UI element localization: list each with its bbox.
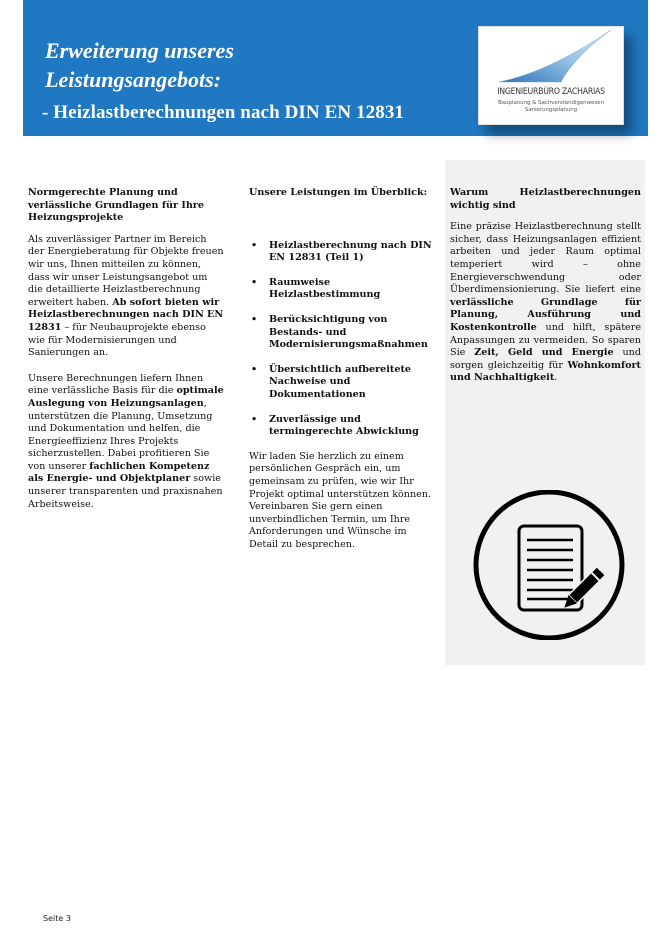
list-item: • Zuverlässige und termingerechte Abwicklung xyxy=(249,414,434,439)
emphasis: Wohnkomfort und Nachhaltigkeit xyxy=(450,359,641,384)
company-logo xyxy=(478,26,624,125)
title-line-2: Leistungsangebots: xyxy=(45,67,222,92)
document-with-pen-icon xyxy=(470,490,630,640)
text: Eine präzise Heizlastberechnung stellt sicher, dass Heizungsanlagen effizient arbeiten und jeder Raum optimal temperiert wird – ohne Energieverschwendung oder Überdimensionierung. Sie liefert eine xyxy=(450,221,641,296)
column-services xyxy=(249,187,434,551)
intro-paragraph-2 xyxy=(28,373,224,512)
text: sowie unserer transparenten und praxisnahen Arbeitsweise. xyxy=(28,473,223,510)
text: , unterstützen die Planung, Umsetzung und Dokumentation und helfen, die Energieeffizienz Ihres Projekts sicherzustellen. Dabei profitieren Sie von unserer xyxy=(28,397,213,472)
page-subtitle: - Heizlastberechnungen nach DIN EN 12831 xyxy=(42,102,405,123)
list-item: • Raumweise Heizlastbestimmung xyxy=(249,277,434,302)
services-list xyxy=(249,240,434,439)
list-item: • Heizlastberechnung nach DIN EN 12831 (Teil 1) xyxy=(249,240,434,265)
logo-company-name: INGENIEURBÜRO ZACHARIAS xyxy=(497,87,605,97)
column-why xyxy=(450,187,641,385)
text: – für Neubauprojekte ebenso wie für Modernisierungen und Sanierungen an. xyxy=(28,321,206,359)
list-item: • Berücksichtigung von Bestands- und Modernisierungsmaßnahmen xyxy=(249,314,434,352)
logo-tagline-2: Sanierungsplanung xyxy=(524,107,578,113)
why-heading-line-1: Warum Heizlastberechnungen xyxy=(450,187,641,198)
services-heading: Unsere Leistungen im Überblick: xyxy=(249,187,428,198)
emphasis: fachlichen Kompetenz als Energie- und Objektplaner xyxy=(28,460,210,485)
emphasis: optimale Auslegung von Heizungsanlagen xyxy=(28,385,224,409)
emphasis: verlässliche Grundlage für Planung, Ausführung und Kostenkontrolle xyxy=(450,296,641,333)
logo-tagline-1: Bauplanung & Sachverständigenwesen xyxy=(498,100,604,106)
intro-heading: Normgerechte Planung und verlässliche Grundlagen für Ihre Heizungsprojekte xyxy=(28,187,204,224)
title-line-1: Erweiterung unseres xyxy=(45,38,234,63)
invitation-paragraph: Wir laden Sie herzlich zu einem persönlichen Gespräch ein, um gemeinsam zu prüfen, wie wir Ihr Projekt optimal unterstützen können. Vereinbaren Sie gern einen unverbindlichen Termin, um Ihre Anforderungen und Wünsche im Detail zu besprechen. xyxy=(249,450,432,550)
emphasis: Zeit, Geld und Energie xyxy=(474,347,614,359)
list-item: • Übersichtlich aufbereitete Nachweise und Dokumentationen xyxy=(249,364,434,402)
column-intro xyxy=(28,187,224,524)
page-number: Seite 3 xyxy=(43,914,71,923)
page-title xyxy=(45,36,234,94)
why-heading xyxy=(450,187,641,212)
text: Unsere Berechnungen liefern Ihnen eine verlässliche Basis für die xyxy=(28,372,204,397)
text: und sorgen gleichzeitig für xyxy=(450,347,641,371)
why-heading-line-2: wichtig sind xyxy=(450,199,516,211)
emphasis: Ab sofort bieten wir Heizlastberechnungen nach DIN EN 12831 xyxy=(28,296,224,333)
intro-paragraph-1 xyxy=(28,234,224,360)
why-paragraph xyxy=(450,221,641,385)
sail-logo-icon xyxy=(479,27,623,87)
text: . xyxy=(554,372,558,384)
text: Als zuverlässiger Partner im Bereich der Energieberatung für Objekte freuen wir uns, Ihnen mitteilen zu können, dass wir unser Leistungsangebot um die detaillierte Heizlastberechnung erweitert haben. xyxy=(28,233,224,308)
text: und hilft, spätere Anpassungen zu vermeiden. So sparen Sie xyxy=(450,321,641,359)
